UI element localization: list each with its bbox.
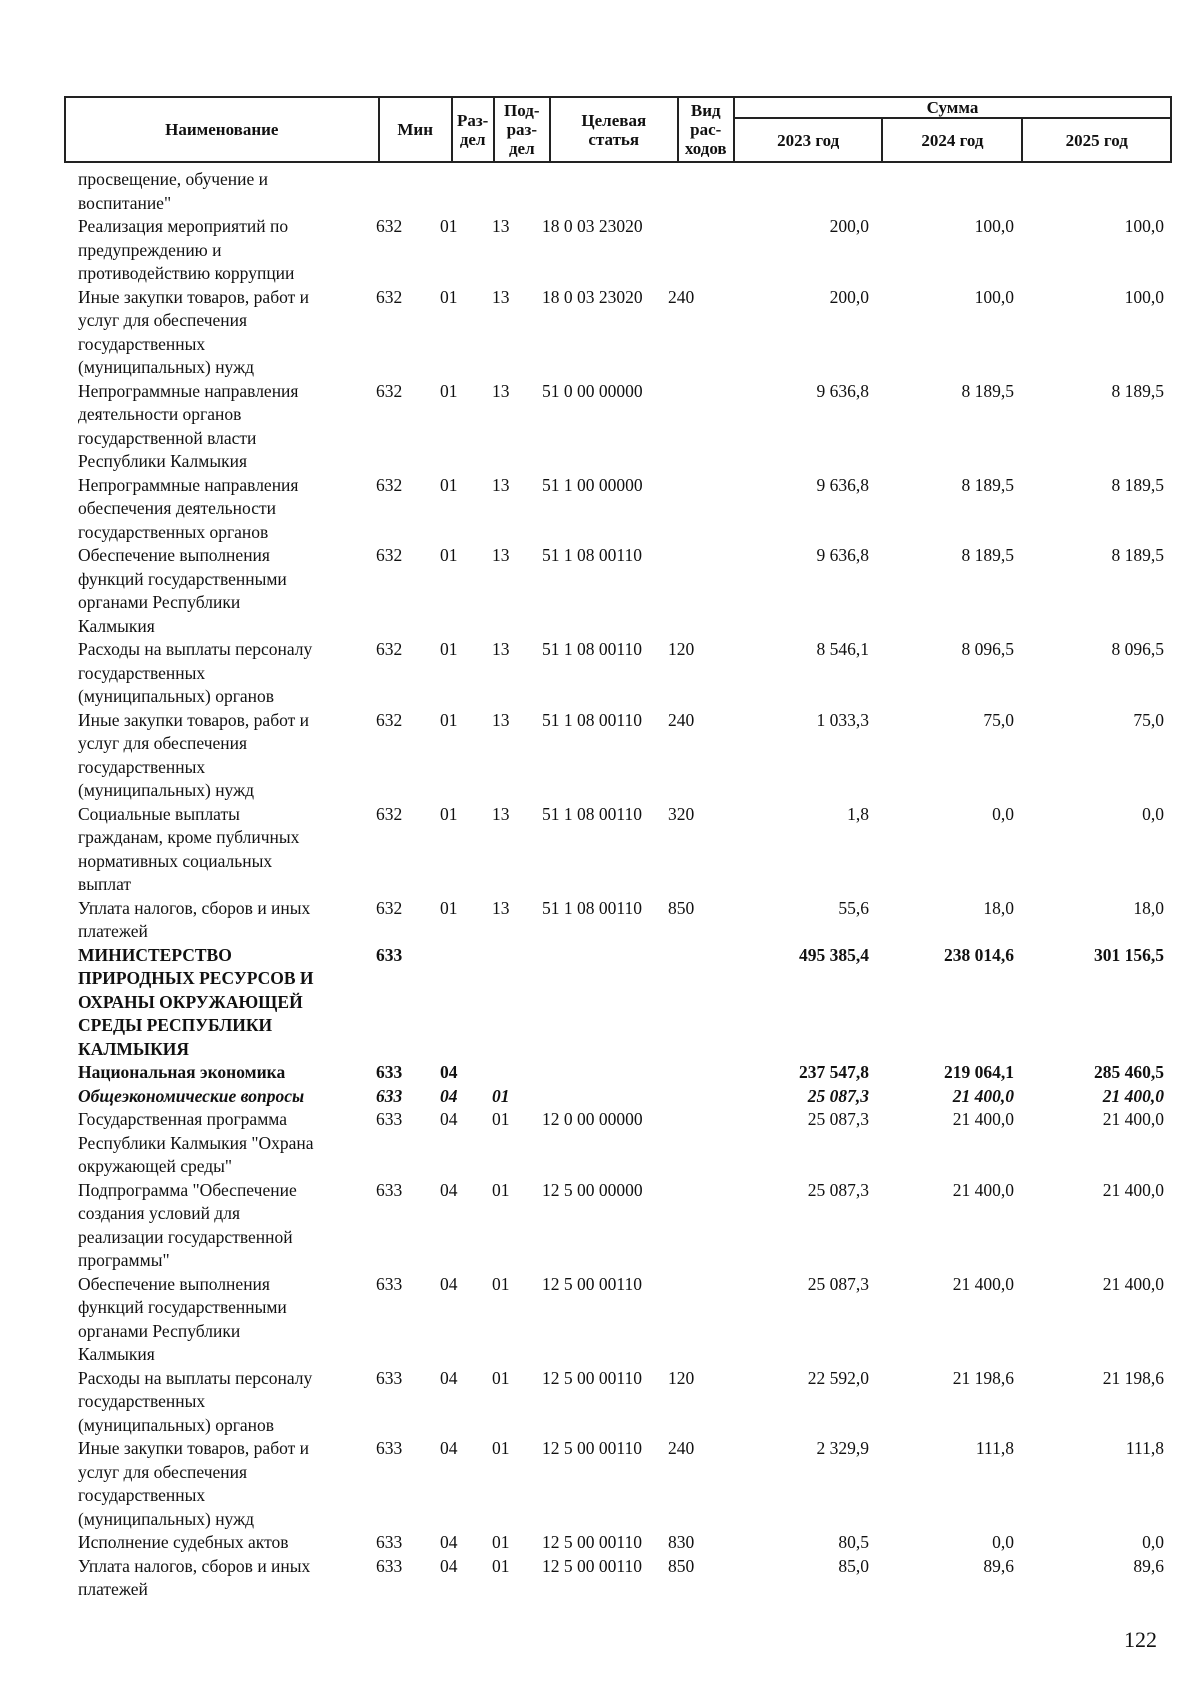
row-name: Подпрограмма "Обеспечение создания условий для реализации государственной программы": [78, 1179, 297, 1270]
row-podrazdel: 01: [492, 1085, 510, 1106]
row-sum-2023: 200,0: [829, 286, 869, 307]
row-min: 632: [376, 545, 403, 565]
row-podrazdel: 01: [492, 1532, 510, 1552]
row-name: Расходы на выплаты персоналу государственных (муниципальных) органов: [78, 1367, 313, 1435]
header-vid-rashodov: Вид рас- ходов: [678, 97, 734, 162]
row-sum-2024: 100,0: [974, 216, 1014, 236]
row-sum-2025: 0,0: [1142, 803, 1164, 824]
row-podrazdel: [476, 1061, 534, 1085]
row-celevaya-statya: 12 5 00 00110: [542, 1438, 642, 1458]
table-row: [64, 1179, 1172, 1273]
row-sum-2025: 21 400,0: [1102, 1109, 1164, 1129]
row-sum-2023: 80,5: [838, 1532, 869, 1552]
row-sum-2024: 8 189,5: [961, 380, 1014, 401]
row-name: Государственная программа Республики Калмыкия "Охрана окружающей среды": [78, 1109, 314, 1176]
header-min: Мин: [379, 97, 452, 162]
row-sum-2024: 111,8: [975, 1438, 1014, 1458]
row-razdel: 04: [440, 1062, 458, 1082]
row-celevaya-statya: 51 1 08 00110: [542, 897, 642, 918]
row-vid-rashodov: [662, 1273, 714, 1367]
row-razdel: 04: [440, 1273, 458, 1294]
row-sum-2024: 21 400,0: [952, 1273, 1014, 1294]
row-razdel: 01: [440, 639, 458, 659]
table-row: [64, 1367, 1172, 1438]
row-min: 632: [376, 286, 403, 307]
row-sum-2023: 25 087,3: [807, 1273, 869, 1294]
row-sum-2024: 18,0: [983, 897, 1014, 918]
table-row: [64, 1085, 1172, 1109]
row-celevaya-statya: 51 1 08 00110: [542, 803, 642, 824]
row-sum-2024: 8 189,5: [961, 545, 1014, 565]
row-celevaya-statya: 51 1 08 00110: [542, 639, 642, 659]
row-vid-rashodov: [662, 944, 714, 1062]
row-sum-2024: 75,0: [983, 709, 1014, 730]
row-sum-2023: 25 087,3: [807, 1179, 869, 1200]
row-podrazdel: 01: [492, 1367, 510, 1388]
row-sum-2023: 1,8: [847, 803, 869, 824]
row-razdel: 04: [440, 1367, 458, 1388]
row-name: Непрограммные направления обеспечения деятельности государственных органов: [78, 474, 299, 542]
row-min: 632: [376, 380, 403, 401]
row-min: 633: [376, 1555, 403, 1576]
row-podrazdel: 13: [492, 897, 510, 918]
row-celevaya-statya: 12 5 00 00110: [542, 1532, 642, 1552]
row-sum-2024: 89,6: [983, 1555, 1014, 1576]
row-podrazdel: 13: [492, 709, 510, 730]
row-razdel: 01: [440, 286, 458, 307]
row-razdel: 04: [440, 1555, 458, 1576]
table-row: [64, 474, 1172, 545]
table-body: [64, 168, 1172, 1602]
row-podrazdel: 13: [492, 545, 510, 565]
row-vid-rashodov: 240: [668, 1438, 695, 1458]
row-podrazdel: 13: [492, 380, 510, 401]
row-sum-2025: 0,0: [1142, 1532, 1164, 1552]
row-podrazdel: 13: [492, 474, 510, 495]
row-min: 632: [376, 639, 403, 659]
row-name: просвещение, обучение и воспитание": [78, 169, 269, 213]
row-sum-2025: 100,0: [1124, 286, 1164, 307]
row-celevaya-statya: [534, 944, 662, 1062]
row-vid-rashodov: 120: [668, 1367, 695, 1388]
row-sum-2025: 18,0: [1133, 897, 1164, 918]
row-sum-2023: [714, 168, 872, 215]
row-min: 632: [376, 216, 403, 236]
row-sum-2024: 100,0: [974, 286, 1014, 307]
row-celevaya-statya: 12 5 00 00110: [542, 1367, 642, 1388]
row-vid-rashodov: [662, 1085, 714, 1109]
row-sum-2024: 21 400,0: [952, 1179, 1014, 1200]
row-podrazdel: [476, 168, 534, 215]
row-razdel: 04: [440, 1438, 458, 1458]
row-sum-2023: 9 636,8: [816, 474, 869, 495]
row-razdel: 01: [440, 709, 458, 730]
row-name: Исполнение судебных актов: [78, 1532, 289, 1552]
table-row: [64, 803, 1172, 897]
header-celevaya-statya: Целевая статья: [550, 97, 678, 162]
row-min: 633: [376, 1367, 403, 1388]
row-podrazdel: 13: [492, 216, 510, 236]
row-min: 632: [376, 803, 403, 824]
row-sum-2023: 495 385,4: [799, 944, 869, 965]
table-row: [64, 1108, 1172, 1179]
table-header: [64, 96, 1172, 163]
row-vid-rashodov: [662, 1108, 714, 1179]
row-vid-rashodov: 850: [668, 897, 695, 918]
row-name: Непрограммные направления деятельности органов государственной власти Республики Калмыкия: [78, 380, 299, 471]
row-podrazdel: 01: [492, 1438, 510, 1458]
row-min: 633: [376, 1532, 403, 1552]
row-name: Общеэкономические вопросы: [78, 1085, 305, 1106]
row-podrazdel: 01: [492, 1555, 510, 1576]
table-row: [64, 1531, 1172, 1555]
row-min: 633: [376, 1273, 403, 1294]
table-row: [64, 897, 1172, 944]
row-vid-rashodov: [662, 380, 714, 474]
row-sum-2025: 21 400,0: [1102, 1085, 1164, 1106]
table-row: [64, 380, 1172, 474]
header-podrazdel: Под- раз- дел: [494, 97, 550, 162]
row-podrazdel: 01: [492, 1109, 510, 1129]
row-razdel: 01: [440, 803, 458, 824]
row-name: Обеспечение выполнения функций государственными органами Республики Калмыкия: [78, 545, 287, 636]
row-name: МИНИСТЕРСТВО ПРИРОДНЫХ РЕСУРСОВ И ОХРАНЫ ОКРУЖАЮЩЕЙ СРЕДЫ РЕСПУБЛИКИ КАЛМЫКИЯ: [78, 944, 314, 1059]
row-sum-2025: 301 156,5: [1094, 944, 1164, 965]
row-min: 633: [376, 1179, 403, 1200]
page-number: 122: [1124, 1627, 1157, 1652]
row-name: Иные закупки товаров, работ и услуг для обеспечения государственных (муниципальных) нужд: [78, 709, 310, 800]
row-sum-2023: 1 033,3: [816, 709, 869, 730]
row-vid-rashodov: 240: [668, 286, 695, 307]
row-sum-2025: 21 400,0: [1102, 1179, 1164, 1200]
row-sum-2025: 8 189,5: [1111, 545, 1164, 565]
row-sum-2025: 8 096,5: [1111, 639, 1164, 659]
row-sum-2025: 111,8: [1125, 1438, 1164, 1458]
row-sum-2023: 9 636,8: [816, 380, 869, 401]
header-name: Наименование: [65, 97, 379, 162]
row-min: 632: [376, 709, 403, 730]
row-sum-2023: 237 547,8: [799, 1062, 869, 1082]
table-row: [64, 1273, 1172, 1367]
row-sum-2025: 100,0: [1124, 216, 1164, 236]
row-min: 633: [376, 1109, 403, 1129]
table-row: [64, 1061, 1172, 1085]
row-podrazdel: [476, 944, 534, 1062]
table-row: [64, 709, 1172, 803]
row-min: [354, 168, 426, 215]
row-vid-rashodov: [662, 1179, 714, 1273]
header-year-2023: 2023 год: [734, 118, 882, 162]
row-sum-2023: 9 636,8: [816, 545, 869, 565]
row-celevaya-statya: 51 1 00 00000: [542, 474, 643, 495]
row-sum-2025: 8 189,5: [1111, 474, 1164, 495]
row-vid-rashodov: [662, 215, 714, 286]
table-row: [64, 1555, 1172, 1602]
row-razdel: 04: [440, 1532, 458, 1552]
row-celevaya-statya: [534, 1061, 662, 1085]
row-min: 633: [376, 1438, 403, 1458]
row-razdel: 04: [440, 1109, 458, 1129]
row-celevaya-statya: 51 1 08 00110: [542, 545, 642, 565]
row-name: Иные закупки товаров, работ и услуг для обеспечения государственных (муниципальных) нужд: [78, 286, 310, 377]
row-vid-rashodov: 120: [668, 639, 695, 659]
row-min: 632: [376, 474, 403, 495]
row-sum-2025: 8 189,5: [1111, 380, 1164, 401]
row-sum-2025: 21 400,0: [1102, 1273, 1164, 1294]
table-row: [64, 286, 1172, 380]
table-row: [64, 215, 1172, 286]
row-sum-2023: 25 087,3: [807, 1085, 869, 1106]
row-podrazdel: 01: [492, 1273, 510, 1294]
header-year-2025: 2025 год: [1022, 118, 1171, 162]
row-sum-2024: 0,0: [992, 803, 1014, 824]
row-vid-rashodov: [662, 1061, 714, 1085]
header-year-2024: 2024 год: [882, 118, 1022, 162]
row-razdel: 04: [440, 1085, 458, 1106]
row-sum-2023: 22 592,0: [807, 1367, 869, 1388]
row-name: Реализация мероприятий по предупреждению и противодействию коррупции: [78, 216, 295, 283]
row-sum-2024: 0,0: [992, 1532, 1014, 1552]
row-celevaya-statya: 18 0 03 23020: [542, 216, 643, 236]
row-name: Уплата налогов, сборов и иных платежей: [78, 1555, 311, 1599]
row-celevaya-statya: 18 0 03 23020: [542, 286, 643, 307]
row-sum-2025: 89,6: [1133, 1555, 1164, 1576]
row-razdel: 01: [440, 474, 458, 495]
row-razdel: 04: [440, 1179, 458, 1200]
table-row: [64, 638, 1172, 709]
table-row: [64, 1437, 1172, 1531]
row-name: Национальная экономика: [78, 1062, 286, 1082]
row-celevaya-statya: 12 0 00 00000: [542, 1109, 643, 1129]
row-sum-2024: [872, 168, 1028, 215]
row-sum-2025: 285 460,5: [1094, 1062, 1164, 1082]
row-vid-rashodov: 850: [668, 1555, 695, 1576]
row-vid-rashodov: 240: [668, 709, 695, 730]
table-row: [64, 944, 1172, 1062]
row-min: 632: [376, 897, 403, 918]
row-celevaya-statya: 51 1 08 00110: [542, 709, 642, 730]
row-sum-2025: 21 198,6: [1102, 1367, 1164, 1388]
row-vid-rashodov: 320: [668, 803, 695, 824]
row-min: 633: [376, 1062, 403, 1082]
row-celevaya-statya: 12 5 00 00110: [542, 1273, 642, 1294]
row-razdel: 01: [440, 897, 458, 918]
row-razdel: [426, 944, 476, 1062]
header-summa: Сумма: [734, 97, 1171, 118]
row-razdel: [426, 168, 476, 215]
row-celevaya-statya: 12 5 00 00000: [542, 1179, 643, 1200]
row-sum-2024: 21 400,0: [952, 1085, 1014, 1106]
row-name: Расходы на выплаты персоналу государственных (муниципальных) органов: [78, 639, 313, 706]
row-sum-2023: 25 087,3: [807, 1109, 869, 1129]
row-sum-2024: 8 189,5: [961, 474, 1014, 495]
row-sum-2024: 21 198,6: [952, 1367, 1014, 1388]
row-sum-2023: 2 329,9: [816, 1438, 869, 1458]
row-vid-rashodov: [662, 168, 714, 215]
row-razdel: 01: [440, 545, 458, 565]
row-min: 633: [376, 1085, 403, 1106]
row-celevaya-statya: [534, 168, 662, 215]
row-sum-2023: 55,6: [838, 897, 869, 918]
row-podrazdel: 01: [492, 1179, 510, 1200]
row-celevaya-statya: [534, 1085, 662, 1109]
row-min: 633: [376, 944, 403, 965]
row-podrazdel: 13: [492, 639, 510, 659]
row-sum-2024: 8 096,5: [961, 639, 1014, 659]
row-vid-rashodov: 830: [668, 1532, 695, 1552]
row-vid-rashodov: [662, 544, 714, 638]
row-podrazdel: 13: [492, 286, 510, 307]
row-sum-2025: 75,0: [1133, 709, 1164, 730]
row-sum-2024: 219 064,1: [944, 1062, 1014, 1082]
row-sum-2024: 21 400,0: [952, 1109, 1014, 1129]
table-row: [64, 168, 1172, 215]
row-celevaya-statya: 12 5 00 00110: [542, 1555, 642, 1576]
row-sum-2023: 8 546,1: [816, 639, 869, 659]
row-name: Уплата налогов, сборов и иных платежей: [78, 897, 311, 941]
row-name: Иные закупки товаров, работ и услуг для обеспечения государственных (муниципальных) нужд: [78, 1438, 310, 1529]
header-razdel: Раз- дел: [452, 97, 494, 162]
row-vid-rashodov: [662, 474, 714, 545]
row-sum-2023: 85,0: [838, 1555, 869, 1576]
row-sum-2023: 200,0: [829, 216, 869, 236]
row-name: Социальные выплаты гражданам, кроме публичных нормативных социальных выплат: [78, 803, 300, 894]
table-row: [64, 544, 1172, 638]
row-sum-2024: 238 014,6: [944, 944, 1014, 965]
row-sum-2025: [1028, 168, 1172, 215]
row-celevaya-statya: 51 0 00 00000: [542, 380, 643, 401]
row-razdel: 01: [440, 216, 458, 236]
row-razdel: 01: [440, 380, 458, 401]
row-name: Обеспечение выполнения функций государственными органами Республики Калмыкия: [78, 1273, 287, 1364]
row-podrazdel: 13: [492, 803, 510, 824]
